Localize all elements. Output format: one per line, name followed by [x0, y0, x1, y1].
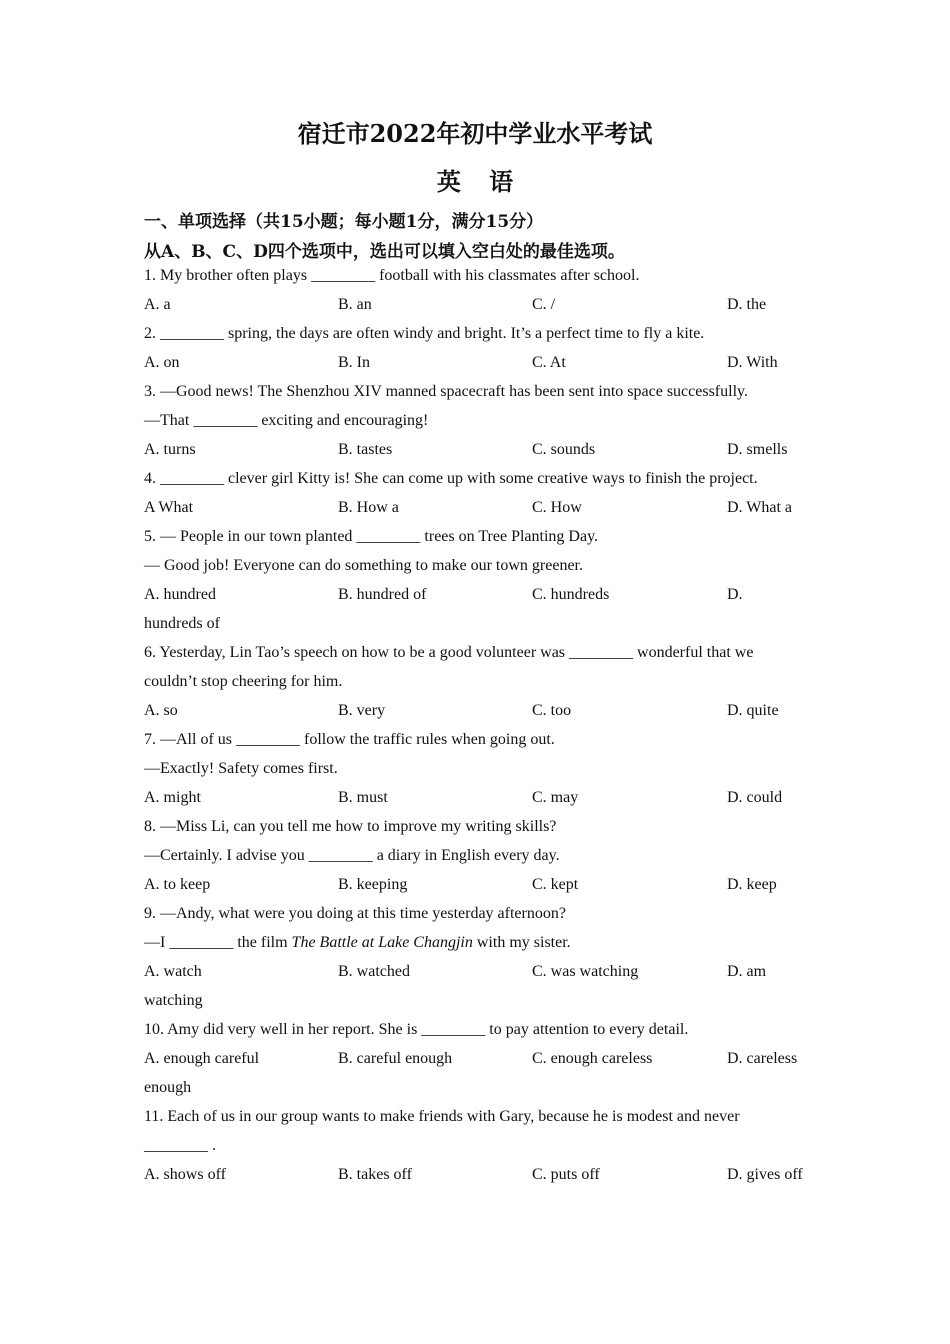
option-d-wrap[interactable]: hundreds of — [144, 615, 220, 632]
question-9 — [144, 899, 824, 1015]
option-d-wrap[interactable]: watching — [144, 992, 203, 1009]
question-stem: 10. Amy did very well in her report. She is ________ to pay attention to every detail. — [144, 1021, 689, 1038]
option-c[interactable]: C. was watching — [532, 963, 639, 980]
option-a[interactable]: A. might — [144, 789, 201, 806]
option-c[interactable]: C. may — [532, 789, 579, 806]
options-row — [144, 957, 824, 986]
option-a[interactable]: A. to keep — [144, 876, 211, 893]
options-row — [144, 348, 824, 377]
option-a[interactable]: A What — [144, 499, 194, 516]
option-d[interactable]: D. What a — [727, 499, 793, 516]
film-title: The Battle at Lake Changjin — [291, 934, 473, 951]
option-d-wrap[interactable]: enough — [144, 1079, 192, 1096]
option-c[interactable]: C. At — [532, 354, 566, 371]
question-8 — [144, 812, 824, 899]
question-stem-continued: couldn’t stop cheering for him. — [144, 673, 343, 690]
question-4 — [144, 464, 824, 522]
option-a[interactable]: A. turns — [144, 441, 196, 458]
option-c[interactable]: C. too — [532, 702, 572, 719]
option-d[interactable]: D. With — [727, 354, 778, 371]
option-c[interactable]: C. How — [532, 499, 582, 516]
section-instruction: 从A、B、C、D四个选项中，选出可以填入空白处的最佳选项。 — [144, 242, 625, 262]
option-c[interactable]: C. kept — [532, 876, 579, 893]
question-stem: 6. Yesterday, Lin Tao’s speech on how to be a good volunteer was ________ wonderful that we — [144, 644, 754, 661]
option-b[interactable]: B. keeping — [338, 876, 408, 893]
option-a[interactable]: A. enough careful — [144, 1050, 260, 1067]
question-stem: 9. —Andy, what were you doing at this time yesterday afternoon? — [144, 905, 566, 922]
question-stem: 4. ________ clever girl Kitty is! She can come up with some creative ways to finish the project. — [144, 470, 758, 487]
option-b[interactable]: B. How a — [338, 499, 399, 516]
question-stem: 8. —Miss Li, can you tell me how to improve my writing skills? — [144, 818, 557, 835]
question-11 — [144, 1102, 824, 1189]
option-d[interactable]: D. — [727, 586, 743, 603]
reply-before: —I ________ the film — [144, 934, 292, 951]
option-c[interactable]: C. / — [532, 296, 556, 313]
option-c[interactable]: C. puts off — [532, 1166, 600, 1183]
option-b[interactable]: B. In — [338, 354, 370, 371]
options-row — [144, 1160, 824, 1189]
option-b[interactable]: B. an — [338, 296, 372, 313]
options-row — [144, 783, 824, 812]
question-1 — [144, 261, 824, 319]
option-d[interactable]: D. keep — [727, 876, 777, 893]
question-stem-reply: —Exactly! Safety comes first. — [144, 760, 338, 777]
question-10 — [144, 1015, 824, 1102]
option-b[interactable]: B. watched — [338, 963, 410, 980]
option-a[interactable]: A. hundred — [144, 586, 216, 603]
question-stem-reply: —Certainly. I advise you ________ a diary in English every day. — [144, 847, 560, 864]
option-a[interactable]: A. watch — [144, 963, 202, 980]
option-d[interactable]: D. could — [727, 789, 783, 806]
question-stem: 3. —Good news! The Shenzhou XIV manned spacecraft has been sent into space successfully. — [144, 383, 748, 400]
option-a[interactable]: A. so — [144, 702, 178, 719]
options-row — [144, 870, 824, 899]
question-3 — [144, 377, 824, 464]
option-d[interactable]: D. careless — [727, 1050, 798, 1067]
option-d[interactable]: D. am — [727, 963, 767, 980]
option-b[interactable]: B. takes off — [338, 1166, 412, 1183]
option-d[interactable]: D. the — [727, 296, 767, 313]
question-stem-reply: —That ________ exciting and encouraging! — [144, 412, 429, 429]
option-c[interactable]: C. sounds — [532, 441, 596, 458]
option-b[interactable]: B. must — [338, 789, 388, 806]
option-b[interactable]: B. tastes — [338, 441, 393, 458]
question-2 — [144, 319, 824, 377]
reply-after: with my sister. — [472, 934, 571, 951]
question-stem: 1. My brother often plays ________ football with his classmates after school. — [144, 267, 640, 284]
section-heading: 一、单项选择（共15小题；每小题1分，满分15分） — [144, 212, 544, 232]
option-d[interactable]: D. quite — [727, 702, 779, 719]
option-a[interactable]: A. shows off — [144, 1166, 226, 1183]
option-c[interactable]: C. hundreds — [532, 586, 610, 603]
option-b[interactable]: B. very — [338, 702, 386, 719]
options-row — [144, 696, 824, 725]
options-row — [144, 580, 824, 609]
question-stem: 11. Each of us in our group wants to make friends with Gary, because he is modest and never — [144, 1108, 740, 1125]
question-5 — [144, 522, 824, 638]
option-d[interactable]: D. gives off — [727, 1166, 803, 1183]
option-a[interactable]: A. a — [144, 296, 171, 313]
option-b[interactable]: B. hundred of — [338, 586, 427, 603]
question-stem-reply: — Good job! Everyone can do something to make our town greener. — [144, 557, 583, 574]
question-stem: 2. ________ spring, the days are often windy and bright. It’s a perfect time to fly a kite. — [144, 325, 705, 342]
option-a[interactable]: A. on — [144, 354, 180, 371]
question-stem: 7. —All of us ________ follow the traffic rules when going out. — [144, 731, 555, 748]
option-c[interactable]: C. enough careless — [532, 1050, 653, 1067]
question-stem: 5. — People in our town planted ________ trees on Tree Planting Day. — [144, 528, 599, 545]
options-row — [144, 435, 824, 464]
option-d[interactable]: D. smells — [727, 441, 788, 458]
question-list — [144, 261, 824, 1189]
question-stem-continued: ________ . — [144, 1137, 216, 1154]
question-6 — [144, 638, 824, 725]
options-row — [144, 493, 824, 522]
question-7 — [144, 725, 824, 812]
options-row — [144, 1044, 824, 1073]
option-b[interactable]: B. careful enough — [338, 1050, 453, 1067]
subject-title: 英 语 — [436, 167, 524, 196]
exam-title: 宿迁市2022年初中学业水平考试 — [297, 119, 653, 148]
question-stem-reply — [144, 928, 824, 957]
options-row — [144, 290, 824, 319]
